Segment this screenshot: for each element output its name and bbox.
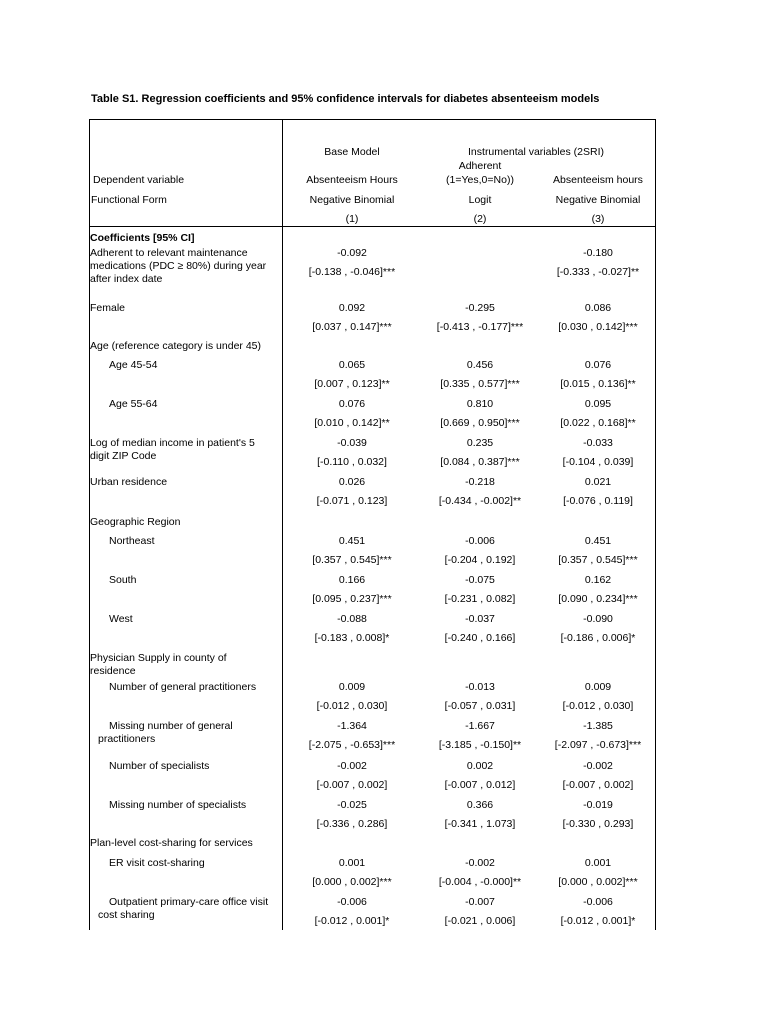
coefficient-c3: 0.001 bbox=[584, 857, 612, 869]
row-label: West bbox=[109, 613, 133, 625]
row-label: Physician Supply in county of bbox=[90, 652, 227, 664]
coefficient-c2: -0.037 bbox=[465, 613, 495, 625]
coefficient-c1: 0.166 bbox=[338, 574, 366, 586]
row-label: Log of median income in patient's 5 bbox=[90, 437, 255, 449]
confidence-interval-ci2: [-0.231 , 0.082] bbox=[444, 593, 516, 605]
coefficient-c1: -0.002 bbox=[337, 760, 367, 772]
col2-dependent: (1=Yes,0=No)) bbox=[446, 174, 514, 186]
confidence-interval-ci1: [-0.110 , 0.032] bbox=[317, 456, 387, 468]
coefficient-c1: 0.001 bbox=[338, 857, 366, 869]
base-model-header: Base Model bbox=[324, 146, 380, 158]
row-label: ER visit cost-sharing bbox=[109, 857, 205, 869]
confidence-interval-ci3: [-0.007 , 0.002] bbox=[562, 779, 634, 791]
confidence-interval-ci2: [-0.341 , 1.073] bbox=[444, 818, 516, 830]
coefficient-c3: 0.095 bbox=[584, 398, 612, 410]
confidence-interval-ci1: [-0.138 , -0.046]*** bbox=[308, 266, 396, 278]
regression-table bbox=[89, 119, 656, 930]
confidence-interval-ci2: [-0.413 , -0.177]*** bbox=[436, 321, 524, 333]
coefficient-c3: 0.162 bbox=[584, 574, 612, 586]
confidence-interval-ci3: [0.000 , 0.002]*** bbox=[558, 876, 638, 888]
confidence-interval-ci1: [0.007 , 0.123]** bbox=[314, 378, 390, 390]
header-bottom-border bbox=[89, 226, 656, 227]
row-label: Coefficients [95% CI] bbox=[90, 232, 195, 244]
coefficient-c1: -0.006 bbox=[337, 896, 367, 908]
confidence-interval-ci2: [-0.021 , 0.006] bbox=[444, 915, 516, 927]
confidence-interval-ci2: [-3.185 , -0.150]** bbox=[438, 739, 522, 751]
coefficient-c3: -0.090 bbox=[583, 613, 613, 625]
coefficient-c3: -0.019 bbox=[583, 799, 613, 811]
column-divider bbox=[282, 119, 283, 930]
coefficient-c1: 0.092 bbox=[338, 302, 366, 314]
confidence-interval-ci2: [-0.007 , 0.012] bbox=[444, 779, 516, 791]
col1-form: Negative Binomial bbox=[309, 194, 395, 206]
confidence-interval-ci1: [-2.075 , -0.653]*** bbox=[308, 739, 396, 751]
row-label: Age 45-54 bbox=[109, 359, 158, 371]
row-label: cost sharing bbox=[98, 909, 155, 921]
confidence-interval-ci1: [0.095 , 0.237]*** bbox=[312, 593, 392, 605]
confidence-interval-ci3: [-0.330 , 0.293] bbox=[562, 818, 634, 830]
row-label: South bbox=[109, 574, 137, 586]
confidence-interval-ci1: [0.010 , 0.142]** bbox=[314, 417, 390, 429]
coefficient-c1: 0.026 bbox=[338, 476, 366, 488]
confidence-interval-ci1: [0.357 , 0.545]*** bbox=[312, 554, 392, 566]
col1-dependent: Absenteeism Hours bbox=[306, 174, 398, 186]
coefficient-c1: -0.025 bbox=[337, 799, 367, 811]
row-label: medications (PDC ≥ 80%) during year bbox=[90, 260, 267, 272]
confidence-interval-ci1: [-0.012 , 0.001]* bbox=[314, 915, 390, 927]
confidence-interval-ci1: [-0.012 , 0.030] bbox=[316, 700, 388, 712]
coefficient-c2: -0.007 bbox=[465, 896, 495, 908]
coefficient-c3: 0.086 bbox=[584, 302, 612, 314]
coefficient-c2: -0.218 bbox=[465, 476, 495, 488]
confidence-interval-ci3: [-0.012 , 0.030] bbox=[562, 700, 634, 712]
coefficient-c1: 0.451 bbox=[338, 535, 366, 547]
functional-form-label: Functional Form bbox=[91, 194, 167, 206]
coefficient-c1: -1.364 bbox=[337, 720, 367, 732]
row-label: residence bbox=[90, 665, 136, 677]
row-label: Age 55-64 bbox=[109, 398, 158, 410]
confidence-interval-ci2: [0.669 , 0.950]*** bbox=[440, 417, 520, 429]
coefficient-c1: -0.039 bbox=[337, 437, 367, 449]
row-label: Age (reference category is under 45) bbox=[90, 340, 262, 352]
confidence-interval-ci3: [0.022 , 0.168]** bbox=[560, 417, 636, 429]
coefficient-c3: -0.180 bbox=[583, 247, 613, 259]
confidence-interval-ci2: [-0.004 , -0.000]** bbox=[438, 876, 522, 888]
confidence-interval-ci3: [-2.097 , -0.673]*** bbox=[554, 739, 642, 751]
coefficient-c2: -0.013 bbox=[465, 681, 495, 693]
row-label: Female bbox=[90, 302, 126, 314]
coefficient-c1: 0.076 bbox=[338, 398, 366, 410]
row-label: Geographic Region bbox=[90, 516, 181, 528]
confidence-interval-ci3: [0.015 , 0.136]** bbox=[560, 378, 636, 390]
dependent-variable-label: Dependent variable bbox=[93, 174, 185, 186]
coefficient-c2: -0.075 bbox=[465, 574, 495, 586]
confidence-interval-ci1: [0.000 , 0.002]*** bbox=[312, 876, 392, 888]
coefficient-c2: -0.295 bbox=[465, 302, 495, 314]
confidence-interval-ci1: [0.037 , 0.147]*** bbox=[312, 321, 392, 333]
coefficient-c1: -0.088 bbox=[337, 613, 367, 625]
coefficient-c2: 0.456 bbox=[466, 359, 494, 371]
row-label: Number of general practitioners bbox=[109, 681, 257, 693]
confidence-interval-ci3: [-0.104 , 0.039] bbox=[562, 456, 634, 468]
row-label: practitioners bbox=[98, 733, 156, 745]
confidence-interval-ci2: [-0.057 , 0.031] bbox=[444, 700, 516, 712]
confidence-interval-ci2: [-0.434 , -0.002]** bbox=[438, 495, 522, 507]
confidence-interval-ci1: [-0.336 , 0.286] bbox=[316, 818, 388, 830]
col2-number: (2) bbox=[473, 213, 487, 225]
confidence-interval-ci3: [-0.012 , 0.001]* bbox=[560, 915, 636, 927]
confidence-interval-ci2: [-0.240 , 0.166] bbox=[444, 632, 516, 644]
row-label: Plan-level cost-sharing for services bbox=[90, 837, 253, 849]
coefficient-c2: 0.002 bbox=[466, 760, 494, 772]
confidence-interval-ci3: [-0.076 , 0.119] bbox=[563, 495, 633, 507]
confidence-interval-ci3: [-0.186 , 0.006]* bbox=[560, 632, 636, 644]
row-label: digit ZIP Code bbox=[90, 450, 157, 462]
confidence-interval-ci3: [0.357 , 0.545]*** bbox=[558, 554, 638, 566]
coefficient-c1: 0.065 bbox=[338, 359, 366, 371]
confidence-interval-ci2: [0.335 , 0.577]*** bbox=[440, 378, 520, 390]
coefficient-c2: -0.002 bbox=[465, 857, 495, 869]
coefficient-c2: 0.810 bbox=[466, 398, 494, 410]
row-label: Northeast bbox=[109, 535, 155, 547]
confidence-interval-ci1: [-0.071 , 0.123] bbox=[316, 495, 388, 507]
coefficient-c2: 0.235 bbox=[466, 437, 494, 449]
confidence-interval-ci2: [0.084 , 0.387]*** bbox=[440, 456, 520, 468]
row-label: Outpatient primary-care office visit bbox=[109, 896, 269, 908]
coefficient-c2: -1.667 bbox=[465, 720, 495, 732]
confidence-interval-ci3: [0.030 , 0.142]*** bbox=[558, 321, 638, 333]
col1-number: (1) bbox=[345, 213, 359, 225]
adherent-header: Adherent bbox=[458, 160, 502, 172]
coefficient-c3: -1.385 bbox=[583, 720, 613, 732]
coefficient-c3: -0.033 bbox=[583, 437, 613, 449]
row-label: Urban residence bbox=[90, 476, 168, 488]
iv-group-header: Instrumental variables (2SRI) bbox=[468, 146, 604, 158]
coefficient-c3: 0.009 bbox=[584, 681, 612, 693]
coefficient-c2: 0.366 bbox=[466, 799, 494, 811]
col2-form: Logit bbox=[468, 194, 492, 206]
coefficient-c3: 0.451 bbox=[584, 535, 612, 547]
col3-dependent: Absenteeism hours bbox=[553, 174, 643, 186]
col3-form: Negative Binomial bbox=[555, 194, 641, 206]
coefficient-c1: 0.009 bbox=[338, 681, 366, 693]
row-label: Missing number of specialists bbox=[109, 799, 247, 811]
coefficient-c1: -0.092 bbox=[337, 247, 367, 259]
coefficient-c3: -0.006 bbox=[583, 896, 613, 908]
confidence-interval-ci2: [-0.204 , 0.192] bbox=[444, 554, 516, 566]
table-top-border bbox=[89, 119, 656, 120]
row-label: Number of specialists bbox=[109, 760, 210, 772]
confidence-interval-ci3: [0.090 , 0.234]*** bbox=[558, 593, 638, 605]
coefficient-c2: -0.006 bbox=[465, 535, 495, 547]
coefficient-c3: -0.002 bbox=[583, 760, 613, 772]
confidence-interval-ci3: [-0.333 , -0.027]** bbox=[556, 266, 640, 278]
row-label: Adherent to relevant maintenance bbox=[90, 247, 248, 259]
row-label: after index date bbox=[90, 273, 163, 285]
coefficient-c3: 0.076 bbox=[584, 359, 612, 371]
row-label: Missing number of general bbox=[109, 720, 233, 732]
col3-number: (3) bbox=[591, 213, 605, 225]
table-title: Table S1. Regression coefficients and 95% confidence intervals for diabetes absenteeism models bbox=[91, 93, 600, 105]
confidence-interval-ci1: [-0.007 , 0.002] bbox=[316, 779, 388, 791]
coefficient-c3: 0.021 bbox=[584, 476, 612, 488]
confidence-interval-ci1: [-0.183 , 0.008]* bbox=[314, 632, 390, 644]
